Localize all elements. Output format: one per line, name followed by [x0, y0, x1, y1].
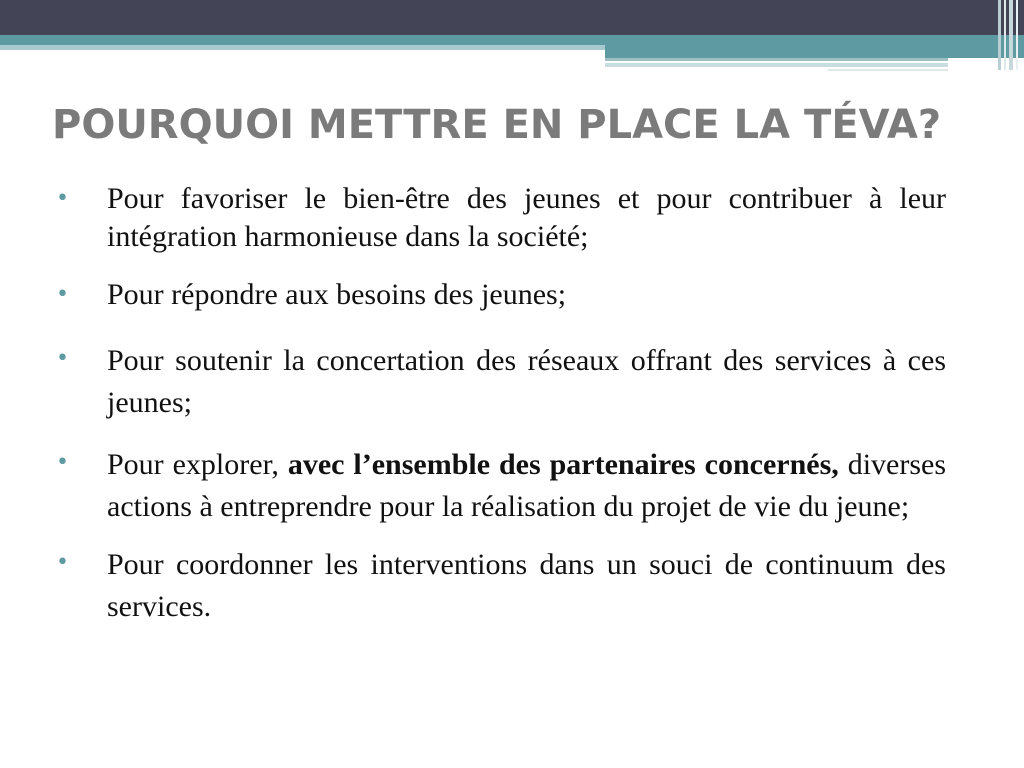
bullet-item — [56, 444, 946, 528]
bullet-text-bold: avec l’ensemble des partenaires concernés, — [287, 448, 839, 481]
header-right-block — [605, 45, 1024, 58]
bullet-text: Pour coordonner les interventions dans un souci de continuum des services. — [107, 548, 946, 623]
header-light-band — [0, 45, 605, 50]
bullet-text-end: diverses actions à entreprendre pour la réalisation du projet de vie du jeune; — [107, 448, 946, 523]
bullet-item — [56, 180, 946, 256]
bullet-item — [56, 340, 946, 424]
bullet-dot-icon: • — [56, 186, 69, 211]
bullet-text: Pour répondre aux besoins des jeunes; — [107, 278, 567, 311]
header-right-line — [605, 63, 948, 67]
header-teal-band — [0, 35, 1024, 45]
slide-title: POURQUOI METTRE EN PLACE LA TÉVA? — [52, 102, 942, 148]
bullet-item — [56, 276, 946, 314]
bullet-text-start: Pour explorer, — [107, 448, 288, 481]
bullet-text: Pour favoriser le bien-être des jeunes et pour contribuer à leur intégration harmonieuse dans la société; — [107, 182, 946, 253]
bullet-dot-icon: • — [56, 550, 69, 575]
header-edge-stripes — [994, 0, 1024, 70]
header-right-line — [605, 58, 948, 61]
bullet-dot-icon: • — [56, 282, 69, 307]
bullet-list — [56, 180, 946, 628]
bullet-text: Pour soutenir la concertation des réseaux offrant des services à ces jeunes; — [107, 344, 946, 419]
bullet-dot-icon: • — [56, 346, 69, 371]
bullet-dot-icon: • — [56, 450, 69, 475]
header-dark-band — [0, 0, 1024, 35]
header-right-line — [828, 69, 948, 71]
bullet-item — [56, 544, 946, 628]
